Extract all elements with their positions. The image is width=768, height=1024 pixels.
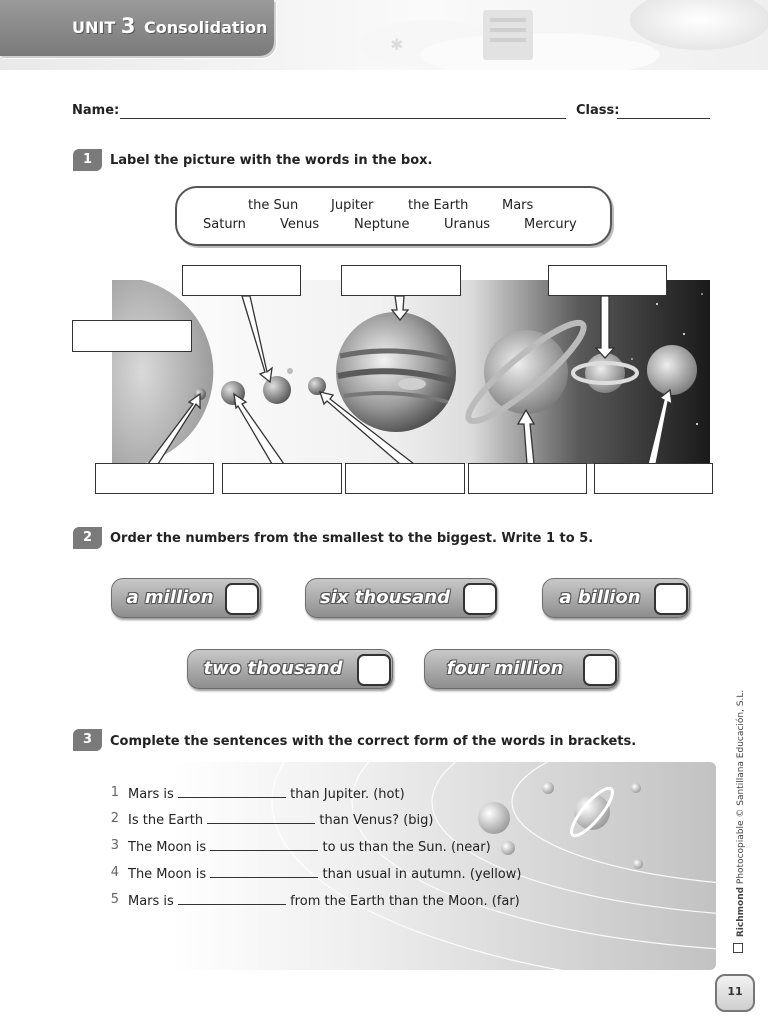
sentence-3	[128, 838, 491, 855]
sentence-5-start: Mars is	[128, 894, 174, 909]
sentence-1-start: Mars is	[128, 787, 174, 802]
word-neptune: Neptune	[354, 217, 410, 232]
sentence-3-end: to us than the Sun. (near)	[322, 840, 491, 855]
sentence-5-end: from the Earth than the Moon. (far)	[290, 894, 520, 909]
copyright-notice	[733, 690, 746, 953]
neptune-shape	[647, 345, 697, 395]
name-field[interactable]	[120, 118, 566, 119]
sentence-1-end: than Jupiter. (hot)	[290, 787, 405, 802]
exercise-3-instruction: Complete the sentences with the correct form of the words in brackets.	[110, 734, 637, 749]
answer-box-top-3[interactable]	[548, 265, 667, 296]
photocopy-icon	[733, 943, 743, 953]
word-box	[175, 186, 612, 246]
jupiter-shape	[336, 312, 456, 432]
svg-text:✱: ✱	[390, 35, 404, 54]
publisher-name: Richmond	[736, 886, 746, 938]
word-mars: Mars	[502, 198, 534, 213]
answer-box-bottom-1[interactable]	[95, 463, 214, 494]
sentence-3-start: The Moon is	[128, 840, 207, 855]
pill-a-billion-label: a billion	[559, 587, 641, 608]
unit-title: Consolidation	[144, 18, 268, 37]
answer-box-bottom-3[interactable]	[345, 463, 465, 494]
class-field[interactable]	[617, 118, 710, 119]
order-box-two-thousand[interactable]	[357, 654, 391, 686]
exercise-2-instruction: Order the numbers from the smallest to the biggest. Write 1 to 5.	[110, 531, 594, 546]
sentence-2-number: 2	[110, 811, 119, 826]
unit-label	[72, 14, 135, 38]
answer-box-bottom-2[interactable]	[222, 463, 342, 494]
sentence-4-start: The Moon is	[128, 867, 207, 882]
solar-system-illustration	[72, 264, 714, 496]
unit-word: UNIT	[72, 18, 116, 37]
exercise-1-instruction: Label the picture with the words in the box.	[110, 153, 433, 168]
sentence-1-number: 1	[110, 785, 119, 800]
sentence-2-end: than Venus? (big)	[319, 813, 434, 828]
order-box-a-billion[interactable]	[654, 583, 688, 615]
word-the-sun: the Sun	[248, 198, 299, 213]
sentence-2-start: Is the Earth	[128, 813, 204, 828]
sentence-3-number: 3	[110, 838, 119, 853]
exercise-1-number: 1	[73, 149, 102, 171]
class-label: Class:	[576, 103, 620, 118]
answer-box-top-1[interactable]	[182, 265, 301, 296]
sentence-1	[128, 785, 405, 802]
answer-box-sun[interactable]	[72, 320, 192, 352]
answer-box-bottom-4[interactable]	[468, 463, 587, 494]
word-the-earth: the Earth	[408, 198, 469, 213]
header-decoration	[300, 0, 768, 70]
sentence-5	[128, 892, 520, 909]
exercise-3-number: 3	[73, 729, 102, 751]
answer-box-top-2[interactable]	[341, 265, 461, 296]
pill-six-thousand-label: six thousand	[320, 587, 450, 608]
order-box-six-thousand[interactable]	[463, 583, 497, 615]
sentence-3-blank[interactable]	[210, 838, 318, 851]
word-saturn: Saturn	[203, 217, 246, 232]
order-box-a-million[interactable]	[225, 583, 259, 615]
name-label: Name:	[72, 103, 120, 118]
pill-a-million-label: a million	[126, 587, 214, 608]
pill-two-thousand-label: two thousand	[203, 658, 343, 679]
copyright-text: Photocopiable © Santillana Educación, S.L.	[736, 689, 746, 885]
sentence-4	[128, 865, 521, 882]
page-number: 11	[715, 974, 755, 1012]
word-uranus: Uranus	[444, 217, 491, 232]
order-box-four-million[interactable]	[583, 654, 617, 686]
sentence-5-blank[interactable]	[178, 892, 286, 905]
sentence-4-number: 4	[110, 865, 119, 880]
unit-number: 3	[120, 14, 136, 38]
sentence-2-blank[interactable]	[207, 811, 315, 824]
word-mercury: Mercury	[524, 217, 577, 232]
sentence-5-number: 5	[110, 892, 119, 907]
word-venus: Venus	[280, 217, 320, 232]
word-jupiter: Jupiter	[331, 198, 374, 213]
sentence-4-blank[interactable]	[210, 865, 318, 878]
sentence-4-end: than usual in autumn. (yellow)	[322, 867, 522, 882]
exercise-2-number: 2	[73, 527, 102, 549]
sentence-1-blank[interactable]	[178, 785, 286, 798]
answer-box-bottom-5[interactable]	[594, 463, 713, 494]
pill-four-million-label: four million	[446, 658, 564, 679]
sentence-2	[128, 811, 433, 828]
